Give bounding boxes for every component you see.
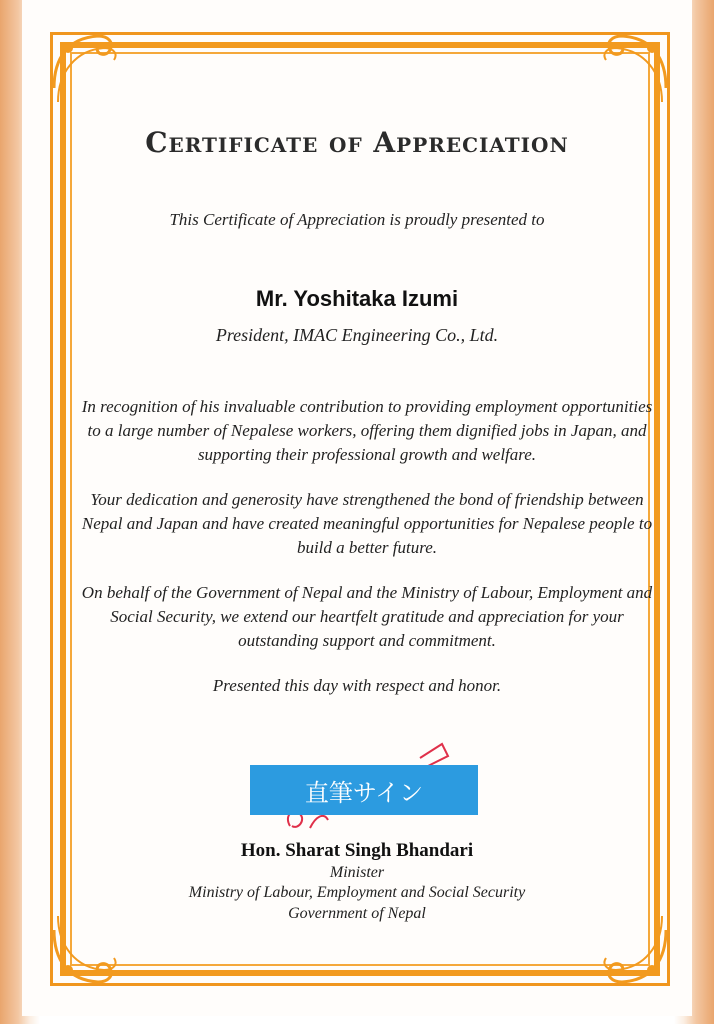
certificate-title: Certificate of Appreciation [145, 126, 569, 159]
signer-government: Government of Nepal [288, 905, 426, 922]
recognition-paragraph: In recognition of his invaluable contribution to providing employment opportunities to a large number of Nepalese workers, offering them dignified jobs in Japan, and supporting their professional growth and welfare. [81, 397, 653, 464]
corner-ornament-top-right [592, 28, 672, 108]
signature-placeholder-label: 直筆サイン [250, 765, 478, 815]
gratitude-paragraph: On behalf of the Government of Nepal and the Ministry of Labour, Employment and Social Security, we extend our heartfelt gratitude and appreciation for your outstanding support and commitment. [81, 583, 653, 650]
signer-name: Hon. Sharat Singh Bhandari [240, 840, 474, 861]
signer-title: Minister [329, 864, 385, 881]
closing-line: Presented this day with respect and honor. [212, 676, 502, 695]
presentation-line: This Certificate of Appreciation is proudly presented to [169, 210, 545, 229]
recipient-name: Mr. Yoshitaka Izumi [255, 286, 459, 311]
dedication-paragraph: Your dedication and generosity have strengthened the bond of friendship between Nepal and Japan and have created meaningful opportunities for Nepalese people to build a better future. [81, 490, 653, 557]
signer-ministry: Ministry of Labour, Employment and Social Security [188, 884, 526, 901]
corner-ornament-top-left [48, 28, 128, 108]
recipient-position: President, IMAC Engineering Co., Ltd. [215, 325, 499, 345]
